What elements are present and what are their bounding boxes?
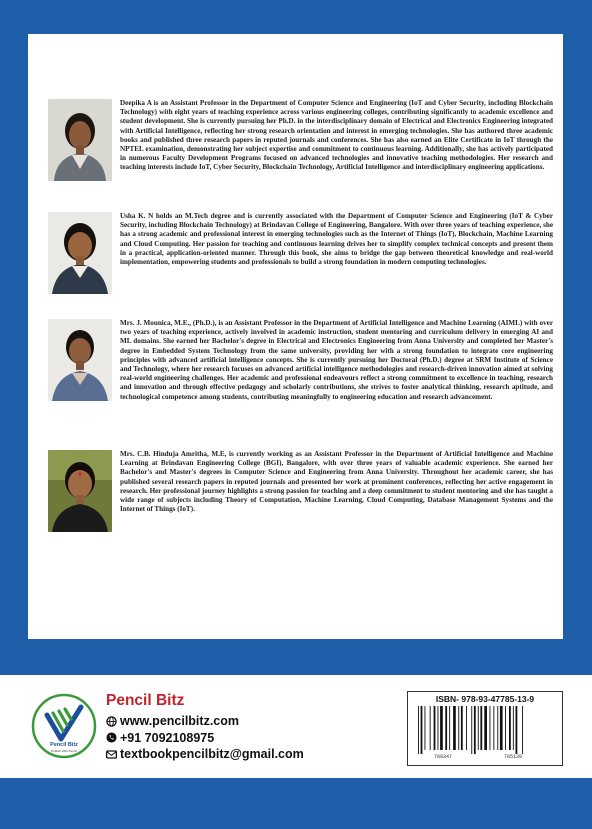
author-bio: Mrs. J. Mounica, M.E., (Ph.D.), is an Assistant Professor in the Department of Artificial Intelligence and Machine Learning (AIML) with over two years of teaching experience, actively involved in academic instruction, student mentoring and curriculum delivery in emerging AI and ML domains. She earned her Bachelor's degree in Electrical and Electronics Engineering from Anna University and completed her Master's degree in Embedded System Technology from the same university, providing her with a strong foundation to integrate core engineering principles with advanced artificial intelligence concepts. She is currently pursuing her Doctoral (Ph.D.) degree at SRM Institute of Science and Technology, where her research focuses on advanced artificial intelligence methodologies and research-driven innovation aimed at solving real-world engineering challenges. Her academic and professional endeavours reflect a strong commitment to excellence in teaching, research and innovation and through effective pedagogy and scholarly contributions, she strives to foster analytical thinking, research aptitude, and technological competence among students, contributing meaningfully to engineering education and research advancement. (120, 319, 553, 401)
author-photo (48, 319, 112, 401)
email-address[interactable]: textbookpencilbitz@gmail.com (120, 747, 304, 761)
isbn-barcode-box (407, 691, 563, 766)
globe-icon (106, 716, 117, 727)
author-bio: Mrs. C.B. Hinduja Amritha, M.E, is currently working as an Assistant Professor in the Department of Artificial Intelligence and Machine Learning at Brindavan Engineering College (BGI), Bangalore, with over three years of valuable academic experience. She earned her Bachelor's and Master's degrees in Computer Science and Engineering from Anna University. Throughout her academic career, she has published several research papers in reputed journals and presented her work at prominent conferences, reflecting her active engagement in research. Her professional journey highlights a strong passion for teaching and a deep commitment to student mentoring and she has taught a wide range of subjects including Theory of Computation, Machine Learning, Cloud Computing, Database Management Systems and the Internet of Things (IoT). (120, 450, 553, 514)
barcode-digits-left: 789347 (434, 754, 453, 760)
author-bio: Deepika A is an Assistant Professor in the Department of Computer Science and Engineering (IoT and Cyber Security, including Blockchain Technology) with eight years of teaching experience across various engineering colleges, contributing significantly to academic excellence and student development. She is currently pursuing her Ph.D. in the interdisciplinary domain of Electrical and Electronics Engineering integrated with Artificial Intelligence, reflecting her strong research orientation and interest in emerging technologies. She has authored three academic books and published three research papers in reputed journals and conferences. She has also earned an Elite Certificate in IoT through the NPTEL examination, demonstrating her subject expertise and commitment to continuous learning. Additionally, she has actively participated in numerous Faculty Development Programs focused on advanced technologies and innovative teaching methodologies. Her research and teaching interests include IoT, Cyber Security, Blockchain Technology, Artificial Intelligence and interdisciplinary engineering applications. (120, 99, 553, 172)
author-photo (48, 99, 112, 181)
phone-number[interactable]: +91 7092108975 (120, 730, 215, 745)
website-link[interactable]: www.pencilbitz.com (120, 714, 239, 728)
publisher-name: Pencil Bitz (106, 692, 185, 709)
isbn-label: ISBN- 978-93-47785-13-9 (435, 694, 535, 704)
publisher-info (106, 692, 356, 763)
author-photo (48, 212, 112, 294)
phone-line[interactable] (106, 730, 356, 747)
website-line[interactable] (106, 713, 356, 730)
back-cover-panel (28, 34, 563, 639)
mail-icon (106, 749, 117, 760)
pencil-bitz-logo (31, 693, 97, 759)
svg-text:Pencil Bitz: Pencil Bitz (50, 742, 78, 748)
publisher-band (0, 675, 592, 778)
email-line[interactable] (106, 746, 356, 763)
author-photo (48, 450, 112, 532)
author-bio: Usha K. N holds an M.Tech degree and is currently associated with the Department of Computer Science and Engineering (IoT & Cyber Security, including Blockchain Technology) at Brindavan College of Engineering, Bangalore. With over three years of teaching experience, she has a strong academic and professional interest in emerging technologies such as the Internet of Things (IoT), Blockchain, Machine Learning and Cloud Computing. Her passion for teaching and continuous learning drives her to simplify complex technical concepts and present them in a practical, application-oriented manner. Through this book, she aims to bridge the gap between theoretical knowledge and real-world implementation, empowering students and professionals to build a strong foundation in modern computing technologies. (120, 212, 553, 267)
phone-icon (106, 732, 117, 743)
barcode-graphic (416, 706, 554, 756)
barcode-digits-right: 785139 (504, 754, 523, 760)
svg-text:Publish With Pencil: Publish With Pencil (51, 749, 77, 753)
